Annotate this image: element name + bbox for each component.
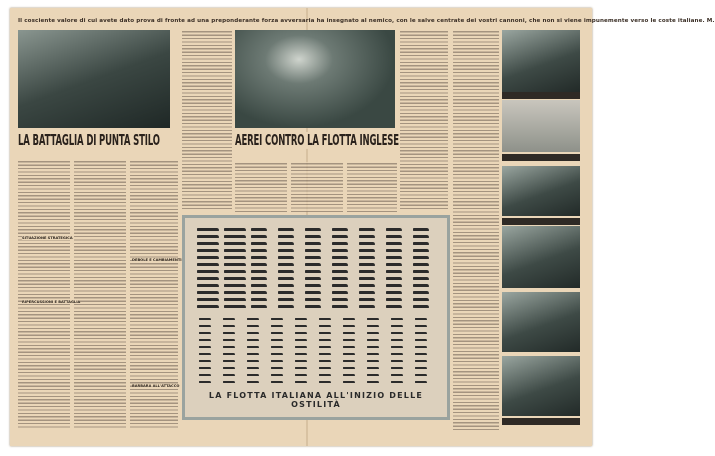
ship-silhouette bbox=[386, 291, 402, 294]
text-column bbox=[74, 160, 126, 430]
headline-punta-stilo: LA BATTAGLIA DI PUNTA STILO bbox=[18, 130, 160, 149]
ship-silhouette bbox=[271, 332, 283, 334]
ship-silhouette bbox=[197, 263, 219, 266]
text-column bbox=[182, 30, 232, 210]
deck-gun-photo bbox=[502, 166, 580, 216]
ship-silhouette bbox=[251, 284, 267, 287]
ship-silhouette bbox=[224, 228, 246, 231]
ship-silhouette bbox=[278, 270, 294, 273]
ship-silhouette bbox=[332, 228, 348, 231]
ship-silhouette bbox=[305, 277, 321, 280]
ship-photo bbox=[502, 30, 580, 92]
ship-silhouette bbox=[295, 318, 307, 320]
ship-silhouette bbox=[305, 242, 321, 245]
ship-silhouette bbox=[223, 367, 235, 369]
ship-silhouette bbox=[343, 374, 355, 376]
ship-silhouette bbox=[386, 263, 402, 266]
ship-silhouette bbox=[359, 263, 375, 266]
ship-silhouette bbox=[359, 249, 375, 252]
photo-caption-bar bbox=[502, 218, 580, 225]
ship-silhouette bbox=[223, 339, 235, 341]
ship-silhouette bbox=[367, 325, 379, 327]
ship-silhouette bbox=[251, 263, 267, 266]
subhead: BARBARA ALL'ATTACCO bbox=[132, 384, 180, 388]
ship-silhouette bbox=[332, 298, 348, 301]
ship-silhouette bbox=[251, 249, 267, 252]
subhead: RIPERCUSSIONI E BATTAGLIA bbox=[22, 300, 81, 304]
ship-silhouette bbox=[271, 339, 283, 341]
ship-silhouette bbox=[413, 305, 429, 308]
naval-guns-photo bbox=[502, 226, 580, 288]
ship-silhouette bbox=[415, 339, 427, 341]
ship-silhouette bbox=[295, 367, 307, 369]
ship-silhouette bbox=[413, 277, 429, 280]
ship-silhouette bbox=[295, 353, 307, 355]
aerial-battle-photo bbox=[502, 356, 580, 416]
ship-silhouette bbox=[199, 339, 211, 341]
ship-silhouette bbox=[295, 339, 307, 341]
ship-silhouette bbox=[224, 291, 246, 294]
ship-silhouette bbox=[415, 332, 427, 334]
ship-silhouette bbox=[199, 367, 211, 369]
ship-silhouette bbox=[224, 277, 246, 280]
ship-silhouette bbox=[386, 270, 402, 273]
ship-silhouette bbox=[224, 284, 246, 287]
ship-silhouette bbox=[271, 318, 283, 320]
ship-silhouette bbox=[224, 270, 246, 273]
ship-silhouette bbox=[367, 346, 379, 348]
ship-silhouette bbox=[319, 332, 331, 334]
ship-silhouette bbox=[343, 346, 355, 348]
ship-silhouette bbox=[343, 367, 355, 369]
ship-silhouette bbox=[278, 249, 294, 252]
ship-silhouette bbox=[251, 305, 267, 308]
ship-silhouette bbox=[247, 367, 259, 369]
ship-silhouette bbox=[413, 228, 429, 231]
ship-silhouette bbox=[367, 374, 379, 376]
ship-silhouette bbox=[199, 381, 211, 383]
ship-silhouette bbox=[278, 298, 294, 301]
ship-silhouette bbox=[319, 318, 331, 320]
ship-silhouette bbox=[367, 367, 379, 369]
ship-silhouette bbox=[319, 325, 331, 327]
aerial-ship-photo bbox=[235, 30, 395, 128]
ship-silhouette bbox=[199, 346, 211, 348]
ship-silhouette bbox=[224, 305, 246, 308]
ship-silhouette bbox=[343, 360, 355, 362]
ship-silhouette bbox=[223, 325, 235, 327]
ship-silhouette bbox=[415, 381, 427, 383]
ship-silhouette bbox=[271, 367, 283, 369]
ship-silhouette bbox=[413, 249, 429, 252]
ship-silhouette bbox=[278, 242, 294, 245]
ship-silhouette bbox=[391, 381, 403, 383]
ship-smoke-photo bbox=[502, 292, 580, 352]
ship-silhouette bbox=[415, 367, 427, 369]
ship-silhouette bbox=[247, 374, 259, 376]
ship-silhouette bbox=[391, 346, 403, 348]
photo-caption-bar bbox=[502, 154, 580, 161]
ship-silhouette bbox=[197, 284, 219, 287]
ship-silhouette bbox=[197, 291, 219, 294]
ship-silhouette bbox=[391, 353, 403, 355]
seaplane-photo bbox=[502, 100, 580, 152]
ship-silhouette bbox=[413, 298, 429, 301]
ship-silhouette bbox=[278, 235, 294, 238]
battleship-photo bbox=[18, 30, 170, 128]
ship-silhouette bbox=[386, 249, 402, 252]
ship-silhouette bbox=[224, 235, 246, 238]
ship-silhouette bbox=[295, 360, 307, 362]
ship-silhouette bbox=[391, 367, 403, 369]
ship-silhouette bbox=[278, 277, 294, 280]
ship-silhouette bbox=[247, 332, 259, 334]
ship-silhouette bbox=[251, 235, 267, 238]
ship-silhouette bbox=[359, 291, 375, 294]
ship-silhouette bbox=[359, 284, 375, 287]
fleet-caption: LA FLOTTA ITALIANA ALL'INIZIO DELLE OSTILITÀ bbox=[208, 391, 424, 409]
ship-silhouette bbox=[247, 339, 259, 341]
ship-silhouette bbox=[197, 270, 219, 273]
ship-silhouette bbox=[367, 381, 379, 383]
ship-silhouette bbox=[359, 277, 375, 280]
ship-silhouette bbox=[199, 353, 211, 355]
ship-silhouette bbox=[247, 318, 259, 320]
text-column bbox=[130, 160, 178, 430]
ship-silhouette bbox=[319, 346, 331, 348]
ship-silhouettes bbox=[193, 224, 439, 391]
ship-silhouette bbox=[251, 270, 267, 273]
ship-silhouette bbox=[343, 381, 355, 383]
ship-silhouette bbox=[278, 256, 294, 259]
ship-silhouette bbox=[332, 242, 348, 245]
ship-silhouette bbox=[332, 284, 348, 287]
ship-silhouette bbox=[197, 228, 219, 231]
ship-silhouette bbox=[386, 298, 402, 301]
ship-silhouette bbox=[251, 228, 267, 231]
ship-silhouette bbox=[305, 235, 321, 238]
ship-silhouette bbox=[359, 235, 375, 238]
ship-silhouette bbox=[223, 318, 235, 320]
ship-silhouette bbox=[278, 263, 294, 266]
ship-silhouette bbox=[319, 360, 331, 362]
ship-silhouette bbox=[271, 374, 283, 376]
ship-silhouette bbox=[332, 235, 348, 238]
ship-silhouette bbox=[271, 381, 283, 383]
ship-silhouette bbox=[391, 374, 403, 376]
ship-silhouette bbox=[367, 318, 379, 320]
ship-silhouette bbox=[343, 339, 355, 341]
ship-silhouette bbox=[223, 381, 235, 383]
ship-silhouette bbox=[391, 360, 403, 362]
ship-silhouette bbox=[305, 291, 321, 294]
ship-silhouette bbox=[197, 298, 219, 301]
ship-silhouette bbox=[359, 298, 375, 301]
ship-silhouette bbox=[271, 353, 283, 355]
ship-silhouette bbox=[332, 256, 348, 259]
ship-silhouette bbox=[332, 305, 348, 308]
fleet-chart bbox=[182, 215, 450, 420]
ship-silhouette bbox=[247, 346, 259, 348]
ship-silhouette bbox=[295, 325, 307, 327]
ship-silhouette bbox=[223, 353, 235, 355]
text-column bbox=[235, 162, 287, 212]
ship-silhouette bbox=[251, 242, 267, 245]
ship-silhouette bbox=[319, 339, 331, 341]
ship-silhouette bbox=[224, 263, 246, 266]
ship-silhouette bbox=[251, 277, 267, 280]
ship-silhouette bbox=[386, 256, 402, 259]
ship-silhouette bbox=[359, 242, 375, 245]
ship-silhouette bbox=[319, 367, 331, 369]
ship-silhouette bbox=[386, 305, 402, 308]
ship-silhouette bbox=[278, 291, 294, 294]
ship-silhouette bbox=[224, 249, 246, 252]
ship-silhouette bbox=[343, 353, 355, 355]
ship-silhouette bbox=[271, 325, 283, 327]
ship-silhouette bbox=[332, 291, 348, 294]
ship-silhouette bbox=[415, 346, 427, 348]
ship-silhouette bbox=[391, 325, 403, 327]
ship-silhouette bbox=[197, 256, 219, 259]
ship-silhouette bbox=[305, 284, 321, 287]
ship-silhouette bbox=[386, 235, 402, 238]
photo-caption-bar bbox=[502, 92, 580, 99]
subhead: DEBOLE E CAMBIAMENTI bbox=[132, 258, 182, 262]
ship-silhouette bbox=[199, 360, 211, 362]
ship-silhouette bbox=[295, 332, 307, 334]
ship-silhouette bbox=[367, 339, 379, 341]
ship-silhouette bbox=[386, 277, 402, 280]
ship-silhouette bbox=[413, 270, 429, 273]
ship-silhouette bbox=[413, 263, 429, 266]
ship-silhouette bbox=[199, 318, 211, 320]
ship-silhouette bbox=[197, 242, 219, 245]
ship-silhouette bbox=[415, 360, 427, 362]
ship-silhouette bbox=[343, 318, 355, 320]
ship-silhouette bbox=[251, 256, 267, 259]
ship-silhouette bbox=[343, 325, 355, 327]
ship-silhouette bbox=[223, 346, 235, 348]
ship-silhouette bbox=[359, 228, 375, 231]
photo-caption-bar bbox=[502, 418, 580, 425]
ship-silhouette bbox=[197, 235, 219, 238]
ship-silhouette bbox=[359, 305, 375, 308]
ship-silhouette bbox=[343, 332, 355, 334]
ship-silhouette bbox=[295, 381, 307, 383]
ship-silhouette bbox=[413, 284, 429, 287]
ship-silhouette bbox=[223, 332, 235, 334]
ship-silhouette bbox=[391, 339, 403, 341]
ship-silhouette bbox=[224, 242, 246, 245]
ship-silhouette bbox=[199, 332, 211, 334]
ship-silhouette bbox=[295, 374, 307, 376]
text-column bbox=[291, 162, 343, 212]
ship-silhouette bbox=[199, 374, 211, 376]
ship-silhouette bbox=[332, 263, 348, 266]
ship-silhouette bbox=[319, 353, 331, 355]
ship-silhouette bbox=[305, 249, 321, 252]
ship-silhouette bbox=[305, 263, 321, 266]
ship-silhouette bbox=[305, 228, 321, 231]
ship-silhouette bbox=[278, 228, 294, 231]
ship-silhouette bbox=[247, 381, 259, 383]
ship-silhouette bbox=[305, 256, 321, 259]
text-column bbox=[400, 30, 448, 210]
ship-silhouette bbox=[278, 284, 294, 287]
ship-silhouette bbox=[247, 325, 259, 327]
ship-silhouette bbox=[413, 256, 429, 259]
ship-silhouette bbox=[305, 270, 321, 273]
ship-silhouette bbox=[386, 228, 402, 231]
header-quote: Il cosciente valore di cui avete dato prova di fronte ad una preponderante forza avversaria ha insegnato al nemico, con le salve centrate dei vostri cannoni, che non si viene impunemente verso le coste italiane. M. bbox=[18, 18, 715, 24]
ship-silhouette bbox=[367, 332, 379, 334]
text-column bbox=[453, 30, 499, 430]
ship-silhouette bbox=[251, 291, 267, 294]
ship-silhouette bbox=[415, 353, 427, 355]
ship-silhouette bbox=[223, 374, 235, 376]
ship-silhouette bbox=[332, 277, 348, 280]
ship-silhouette bbox=[415, 374, 427, 376]
ship-silhouette bbox=[415, 325, 427, 327]
ship-silhouette bbox=[247, 360, 259, 362]
ship-silhouette bbox=[271, 346, 283, 348]
ship-silhouette bbox=[319, 381, 331, 383]
ship-silhouette bbox=[367, 353, 379, 355]
ship-silhouette bbox=[413, 291, 429, 294]
ship-silhouette bbox=[224, 256, 246, 259]
ship-silhouette bbox=[332, 270, 348, 273]
ship-silhouette bbox=[197, 249, 219, 252]
ship-silhouette bbox=[199, 325, 211, 327]
ship-silhouette bbox=[415, 318, 427, 320]
ship-silhouette bbox=[224, 298, 246, 301]
ship-silhouette bbox=[367, 360, 379, 362]
text-column bbox=[347, 162, 397, 212]
ship-silhouette bbox=[305, 305, 321, 308]
ship-silhouette bbox=[295, 346, 307, 348]
ship-silhouette bbox=[359, 256, 375, 259]
text-column bbox=[18, 160, 70, 430]
ship-silhouette bbox=[251, 298, 267, 301]
headline-aerei: AEREI CONTRO LA FLOTTA INGLESE bbox=[235, 130, 399, 149]
ship-silhouette bbox=[223, 360, 235, 362]
ship-silhouette bbox=[197, 305, 219, 308]
ship-silhouette bbox=[386, 242, 402, 245]
ship-silhouette bbox=[197, 277, 219, 280]
ship-silhouette bbox=[391, 318, 403, 320]
ship-silhouette bbox=[413, 242, 429, 245]
ship-silhouette bbox=[247, 353, 259, 355]
ship-silhouette bbox=[319, 374, 331, 376]
ship-silhouette bbox=[271, 360, 283, 362]
ship-silhouette bbox=[413, 235, 429, 238]
ship-silhouette bbox=[386, 284, 402, 287]
ship-silhouette bbox=[305, 298, 321, 301]
ship-silhouette bbox=[278, 305, 294, 308]
ship-silhouette bbox=[391, 332, 403, 334]
ship-silhouette bbox=[359, 270, 375, 273]
subhead: SITUAZIONE STRATEGICA bbox=[22, 236, 73, 240]
ship-silhouette bbox=[332, 249, 348, 252]
